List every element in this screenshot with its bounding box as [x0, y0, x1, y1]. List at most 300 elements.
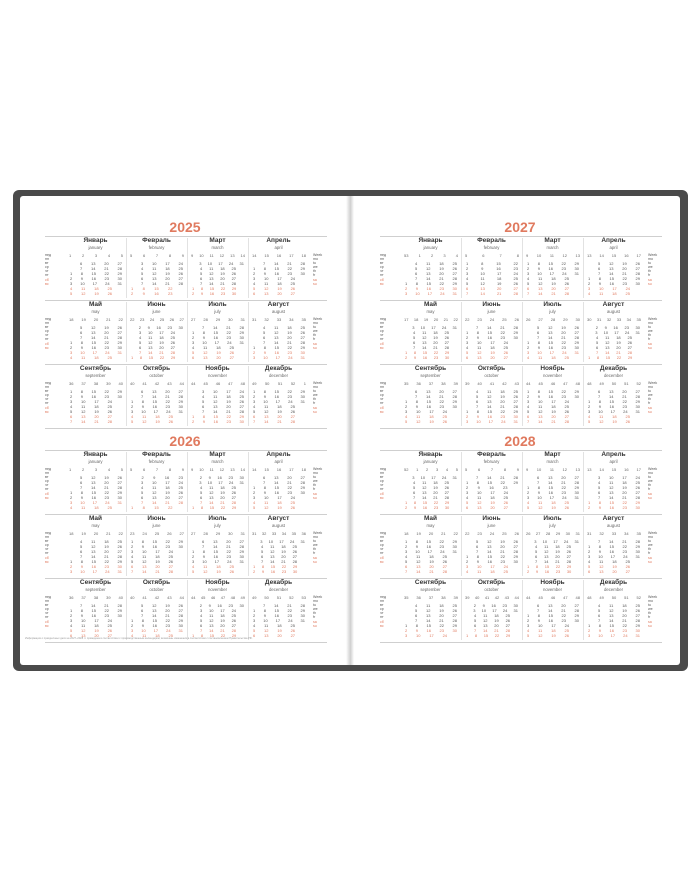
- month-may: [402, 514, 459, 576]
- month-name-en: august: [607, 309, 620, 314]
- week-numbers: 48 49 50 51 52: [587, 381, 641, 386]
- month-march: [524, 450, 581, 512]
- weekday-labels-en: Week mo tu we th fr sa su: [648, 317, 658, 350]
- day-grid: 6 13 20 27 7 14 21 28 1 8 15 22 29 2 9 16 23 30 3 10 17 24 4 11 18 25 5 12 19 26: [405, 389, 457, 424]
- month-october: [463, 578, 520, 640]
- month-name-ru: Май: [88, 301, 103, 308]
- month-name-ru: Ноябрь: [205, 365, 230, 372]
- month-name-ru: Январь: [418, 451, 443, 458]
- month-name-ru: Сентябрь: [79, 365, 112, 372]
- day-grid: 6 13 20 27 7 14 21 28 1 8 15 22 29 2 9 16 23 30 3 10 17 24 4 11 18 25 5 12 19 26: [253, 475, 305, 510]
- month-name-ru: Март: [544, 237, 561, 244]
- month-name-en: april: [274, 459, 283, 464]
- month-name-en: september: [420, 587, 441, 592]
- month-name-en: december: [603, 587, 624, 592]
- year-grid: [380, 450, 662, 638]
- month-name-ru: Декабрь: [264, 365, 293, 372]
- week-numbers: 39 40 41 42 43 44: [465, 595, 519, 600]
- week-numbers: 5 6 7 8 9: [465, 467, 519, 472]
- month-name-en: april: [609, 459, 618, 464]
- week-numbers: 39 40 41 42 43: [465, 381, 519, 386]
- month-divider: [461, 580, 462, 640]
- day-grid: 1 8 15 22 29 2 9 16 23 30 3 10 17 24 31 4 11 18 25 5 12 19 26 6 13 20 27 7 14 21 28: [405, 539, 457, 574]
- month-october: [128, 364, 185, 426]
- month-name-ru: Октябрь: [142, 579, 171, 586]
- weekday-labels-en: Week mo tu we th fr sa su: [313, 595, 323, 628]
- day-grid: 6 13 20 27 7 14 21 28 1 8 15 22 29 2 9 16 23 30 3 10 17 24 31 4 11 18 25 5 12 19 26: [192, 539, 244, 574]
- month-name-en: november: [207, 587, 228, 592]
- month-december: [585, 364, 642, 426]
- month-divider: [126, 366, 127, 426]
- week-numbers: 9 10 11 12 13 14: [191, 253, 245, 258]
- month-may: [402, 300, 459, 362]
- month-name-ru: Май: [423, 515, 438, 522]
- week-numbers: 44 45 46 47 48: [191, 381, 245, 386]
- day-grid: 6 13 20 27 7 14 21 28 1 8 15 22 29 2 9 16 23 30 3 10 17 24 4 11 18 25 5 12 19 26: [527, 603, 579, 638]
- month-name-en: february: [148, 459, 165, 464]
- day-grid: 3 10 17 24 4 11 18 25 5 12 19 26 6 13 20 27 7 14 21 28 1 8 15 22 2 9 16 23: [131, 261, 183, 296]
- day-grid: 5 12 19 26 6 13 20 27 7 14 21 28 1 8 15 22 29 2 9 16 23 30 3 10 17 24 31 4 11 18 25: [70, 325, 122, 360]
- month-name-ru: Август: [267, 515, 290, 522]
- week-numbers: 35 36 37 38 39: [404, 381, 458, 386]
- month-name-ru: Декабрь: [599, 579, 628, 586]
- day-grid: 1 8 15 22 29 2 9 16 23 30 3 10 17 24 4 11 18 25 5 12 19 26 6 13 20 27 7 14 21 28: [131, 539, 183, 574]
- month-name-en: february: [483, 245, 500, 250]
- weekday-labels-ru: нед пн вт ср чт пт сб вс: [380, 317, 387, 350]
- day-grid: 4 11 18 25 5 12 19 26 6 13 20 27 7 14 21 28 1 8 15 22 29 2 9 16 23 30 3 10 17 24: [405, 603, 457, 638]
- month-name-ru: Май: [88, 515, 103, 522]
- month-march: [189, 236, 246, 298]
- quarter-rule: [45, 428, 327, 429]
- week-numbers: 13 14 15 16 17: [587, 253, 641, 258]
- month-april: [585, 450, 642, 512]
- month-december: [250, 364, 307, 426]
- quarter-rule: [380, 642, 662, 643]
- month-divider: [126, 238, 127, 298]
- day-grid: 7 14 21 28 1 8 15 22 29 2 9 16 23 30 3 10 17 24 4 11 18 25 5 12 19 26 6 13 20 27: [253, 261, 305, 296]
- week-numbers: 18 19 20 21 22: [404, 531, 458, 536]
- month-name-en: april: [274, 245, 283, 250]
- month-march: [524, 236, 581, 298]
- month-december: [585, 578, 642, 640]
- month-divider: [248, 366, 249, 426]
- day-grid: 2 9 16 23 30 3 10 17 24 4 11 18 25 5 12 19 26 6 13 20 27 7 14 21 28 1 8 15 22 29: [192, 603, 244, 638]
- week-numbers: 48 49 50 51 52: [587, 595, 641, 600]
- month-june: [128, 300, 185, 362]
- month-january: [67, 236, 124, 298]
- month-name-ru: Ноябрь: [205, 579, 230, 586]
- weekday-labels-ru: нед пн вт ср чт пт сб вс: [45, 253, 52, 286]
- month-name-en: january: [423, 245, 438, 250]
- day-grid: 1 8 15 22 29 2 9 16 23 30 3 10 17 24 31 4 11 18 25 5 12 19 26 6 13 20 27 7 14 21 28: [527, 261, 579, 296]
- week-numbers: 13 14 15 16 17: [587, 467, 641, 472]
- weekday-labels-en: Week mo tu we th fr sa su: [313, 381, 323, 414]
- month-name-ru: Апрель: [266, 451, 291, 458]
- weekday-labels-ru: нед пн вт ср чт пт сб вс: [45, 381, 52, 414]
- month-october: [128, 578, 185, 640]
- month-divider: [583, 580, 584, 640]
- month-name-ru: Октябрь: [477, 365, 506, 372]
- week-numbers: 40 41 42 43 44: [130, 381, 184, 386]
- month-name-en: march: [546, 459, 559, 464]
- month-name-en: july: [214, 309, 221, 314]
- month-november: [189, 578, 246, 640]
- month-name-en: august: [272, 309, 285, 314]
- month-name-ru: Январь: [418, 237, 443, 244]
- month-name-en: december: [268, 373, 289, 378]
- month-april: [250, 450, 307, 512]
- day-grid: 4 11 18 25 5 12 19 26 6 13 20 27 7 14 21 28 1 8 15 22 29 2 9 16 23 30 3 10 17 24 31: [405, 261, 457, 296]
- week-numbers: 23 24 25 26 27: [130, 531, 184, 536]
- weekday-labels-en: Week mo tu we th fr sa su: [648, 595, 658, 628]
- month-name-en: september: [420, 373, 441, 378]
- month-name-en: november: [542, 373, 563, 378]
- month-name-ru: Январь: [83, 237, 108, 244]
- year-title: 2027: [504, 219, 536, 235]
- month-january: [402, 450, 459, 512]
- month-name-en: may: [426, 523, 435, 528]
- month-december: [250, 578, 307, 640]
- day-grid: 5 12 19 26 6 13 20 27 7 14 21 28 1 8 15 22 29 2 9 16 23 30 3 10 17 24 31 4 11 18 25: [131, 603, 183, 638]
- month-august: [250, 514, 307, 576]
- week-numbers: 9 10 11 12 13: [526, 467, 580, 472]
- week-numbers: 17 18 19 20 21 22: [404, 317, 458, 322]
- week-numbers: 14 15 16 17 18: [252, 253, 306, 258]
- month-name-en: december: [268, 587, 289, 592]
- month-name-ru: Февраль: [477, 451, 506, 458]
- month-name-en: march: [211, 459, 224, 464]
- month-june: [128, 514, 185, 576]
- day-grid: 3 10 17 24 31 4 11 18 25 5 12 19 26 6 13 20 27 7 14 21 28 1 8 15 22 29 2 9 16 23 30: [405, 325, 457, 360]
- weekday-labels-ru: нед пн вт ср чт пт сб вс: [380, 467, 387, 500]
- month-name-en: december: [603, 373, 624, 378]
- weekday-labels-ru: нед пн вт ср чт пт сб вс: [380, 381, 387, 414]
- day-grid: 6 13 20 27 7 14 21 28 1 8 15 22 29 2 9 16 23 30 3 10 17 24 31 4 11 18 25 5 12 19 26: [131, 389, 183, 424]
- day-grid: 6 13 20 27 7 14 21 28 1 8 15 22 29 2 9 16 23 30 3 10 17 24 31 4 11 18 25 5 12 19 26: [70, 261, 122, 296]
- month-name-ru: Май: [423, 301, 438, 308]
- week-numbers: 18 19 20 21 22: [69, 531, 123, 536]
- month-name-ru: Июнь: [482, 515, 501, 522]
- week-numbers: 40 41 42 43 44: [130, 595, 184, 600]
- month-name-ru: Июль: [208, 301, 227, 308]
- month-divider: [522, 366, 523, 426]
- week-numbers: 49 50 51 52 1: [252, 381, 306, 386]
- month-name-en: may: [426, 309, 435, 314]
- quarter-rule: [45, 642, 327, 643]
- month-divider: [248, 516, 249, 576]
- month-name-ru: Июнь: [147, 301, 166, 308]
- day-grid: 3 10 17 24 4 11 18 25 5 12 19 26 6 13 20 27 7 14 21 28 1 8 15 22 29 2 9 16 23 30: [192, 389, 244, 424]
- month-name-en: august: [272, 523, 285, 528]
- month-name-ru: Декабрь: [264, 579, 293, 586]
- month-divider: [583, 238, 584, 298]
- year-title: 2025: [169, 219, 201, 235]
- month-name-ru: Ноябрь: [540, 579, 565, 586]
- week-numbers: 14 15 16 17 18: [252, 467, 306, 472]
- month-name-ru: Октябрь: [477, 579, 506, 586]
- month-name-en: october: [484, 373, 499, 378]
- month-august: [250, 300, 307, 362]
- week-numbers: 36 37 38 39 40: [69, 381, 123, 386]
- month-divider: [187, 302, 188, 362]
- month-name-en: june: [152, 309, 161, 314]
- month-divider: [248, 580, 249, 640]
- month-october: [463, 364, 520, 426]
- month-divider: [461, 238, 462, 298]
- month-name-ru: Сентябрь: [414, 579, 447, 586]
- month-name-en: october: [149, 373, 164, 378]
- month-name-ru: Март: [544, 451, 561, 458]
- weekday-labels-ru: нед пн вт ср чт пт сб вс: [380, 595, 387, 628]
- month-name-ru: Июль: [543, 515, 562, 522]
- weekday-labels-en: Week mo tu we th fr sa su: [313, 531, 323, 564]
- week-numbers: 1 2 3 4 5: [69, 253, 123, 258]
- month-name-en: september: [85, 373, 106, 378]
- weekday-labels-ru: нед пн вт ср чт пт сб вс: [380, 531, 387, 564]
- day-grid: 7 14 21 28 1 8 15 22 29 2 9 16 23 30 3 10 17 24 31 4 11 18 25 5 12 19 26 6 13 20 27: [588, 539, 640, 574]
- month-july: [189, 300, 246, 362]
- day-grid: 5 12 19 26 6 13 20 27 7 14 21 28 1 8 15 22 29 2 9 16 23 30 3 10 17 24 31 4 11 18 25: [527, 325, 579, 360]
- day-grid: 7 14 21 28 1 8 15 22 29 2 9 16 23 30 3 10 17 24 31 4 11 18 25 5 12 19 26 6 13 20 27: [253, 603, 305, 638]
- week-numbers: 1 2 3 4 5: [69, 467, 123, 472]
- month-november: [524, 364, 581, 426]
- page-fold: [346, 196, 354, 665]
- month-may: [67, 514, 124, 576]
- month-divider: [126, 516, 127, 576]
- month-divider: [126, 302, 127, 362]
- weekday-labels-ru: нед пн вт ср чт пт сб вс: [45, 467, 52, 500]
- month-april: [585, 236, 642, 298]
- month-name-en: march: [211, 245, 224, 250]
- month-may: [67, 300, 124, 362]
- month-divider: [583, 302, 584, 362]
- month-name-ru: Февраль: [142, 451, 171, 458]
- day-grid: 4 11 18 25 5 12 19 26 6 13 20 27 7 14 21 28 1 8 15 22 29 2 9 16 23 30 3 10 17 24 31: [466, 389, 518, 424]
- month-name-en: november: [207, 373, 228, 378]
- month-name-en: march: [546, 245, 559, 250]
- day-grid: 1 8 15 22 2 9 16 23 3 10 17 24 4 11 18 25 5 12 19 26 6 13 20 27 7 14 21 28: [466, 261, 518, 296]
- month-name-en: july: [549, 523, 556, 528]
- week-numbers: 31 32 33 34 35: [587, 531, 641, 536]
- day-grid: 3 10 17 24 31 4 11 18 25 5 12 19 26 6 13 20 27 7 14 21 28 1 8 15 22 29 2 9 16 23 30: [192, 261, 244, 296]
- month-july: [189, 514, 246, 576]
- week-numbers: 36 37 38 39 40: [69, 595, 123, 600]
- month-february: [463, 450, 520, 512]
- month-july: [524, 514, 581, 576]
- month-september: [67, 578, 124, 640]
- week-numbers: 31 32 33 34 35 36: [252, 531, 306, 536]
- day-grid: 3 10 17 24 31 4 11 18 25 5 12 19 26 6 13 20 27 7 14 21 28 1 8 15 22 29 2 9 16 23 30: [527, 539, 579, 574]
- year-title: 2028: [504, 433, 536, 449]
- month-divider: [461, 452, 462, 512]
- week-numbers: 30 31 32 33 34 35: [587, 317, 641, 322]
- month-name-en: january: [88, 459, 103, 464]
- week-numbers: 5 6 7 8 9: [130, 253, 184, 258]
- week-numbers: 18 19 20 21 22: [69, 317, 123, 322]
- weekday-labels-ru: нед пн вт ср чт пт сб вс: [380, 253, 387, 286]
- weekday-labels-en: Week mo tu we th fr sa su: [648, 467, 658, 500]
- weekday-labels-en: Week mo tu we th fr sa su: [313, 317, 323, 350]
- day-grid: 6 13 20 27 7 14 21 28 1 8 15 22 29 2 9 16 23 30 3 10 17 24 31 4 11 18 25 5 12 19 26: [588, 389, 640, 424]
- month-name-ru: Июнь: [147, 515, 166, 522]
- month-name-ru: Апрель: [266, 237, 291, 244]
- month-divider: [583, 452, 584, 512]
- month-june: [463, 514, 520, 576]
- week-numbers: 44 45 46 47 48 49: [191, 595, 245, 600]
- weekday-labels-ru: нед пн вт ср чт пт сб вс: [45, 317, 52, 350]
- month-name-ru: Октябрь: [142, 365, 171, 372]
- month-name-ru: Апрель: [601, 451, 626, 458]
- month-divider: [461, 366, 462, 426]
- month-name-ru: Август: [602, 515, 625, 522]
- month-name-ru: Июль: [208, 515, 227, 522]
- week-numbers: 22 23 24 25 26 27: [130, 317, 184, 322]
- week-numbers: 5 6 7 8: [465, 253, 519, 258]
- year-grid: [380, 236, 662, 424]
- day-grid: 2 9 16 23 3 10 17 24 4 11 18 25 5 12 19 26 6 13 20 27 7 14 21 28 1 8 15 22: [131, 475, 183, 510]
- day-grid: 4 11 18 25 5 12 19 26 6 13 20 27 7 14 21 28 1 8 15 22 29 2 9 16 23 30 3 10 17 24 31: [588, 603, 640, 638]
- day-grid: 2 9 16 23 30 3 10 17 24 31 4 11 18 25 5 12 19 26 6 13 20 27 7 14 21 28 1 8 15 22 29: [192, 475, 244, 510]
- day-grid: 2 9 16 23 30 3 10 17 24 4 11 18 25 5 12 19 26 6 13 20 27 7 14 21 28 1 8 15 22 29: [131, 325, 183, 360]
- month-divider: [522, 452, 523, 512]
- week-numbers: 49 50 51 52 53: [252, 595, 306, 600]
- day-grid: 7 14 21 28 1 8 15 22 29 2 9 16 23 30 3 10 17 24 31 4 11 18 25 5 12 19 26 6 13 20 27: [192, 325, 244, 360]
- quarter-rule: [380, 428, 662, 429]
- day-grid: 5 12 19 26 6 13 20 27 7 14 21 28 1 8 15 22 29 2 9 16 23 30 3 10 17 24 4 11 18 25: [466, 539, 518, 574]
- month-august: [585, 300, 642, 362]
- month-name-ru: Июль: [543, 301, 562, 308]
- month-divider: [187, 516, 188, 576]
- month-divider: [187, 580, 188, 640]
- month-divider: [248, 238, 249, 298]
- month-september: [67, 364, 124, 426]
- month-name-ru: Январь: [83, 451, 108, 458]
- month-name-en: october: [149, 587, 164, 592]
- month-divider: [522, 302, 523, 362]
- month-name-en: may: [91, 309, 100, 314]
- month-name-ru: Март: [209, 451, 226, 458]
- week-numbers: 26 27 28 29 30: [526, 317, 580, 322]
- day-grid: 6 13 20 27 7 14 21 28 1 8 15 22 29 2 9 16 23 30 3 10 17 24 31 4 11 18 25 5 12 19 26: [527, 475, 579, 510]
- week-numbers: 27 28 29 30 31: [191, 317, 245, 322]
- month-august: [585, 514, 642, 576]
- month-name-en: october: [484, 587, 499, 592]
- footnote: Информация о праздничных днях на 2027–2028 гг. приведена в соответствии с производственным календарём; возможны изменения в соответствии с постановлением Правительства РФ.: [25, 637, 253, 640]
- day-grid: 1 8 15 22 29 2 9 16 23 30 3 10 17 24 4 11 18 25 5 12 19 26 6 13 20 27 7 14 21 28: [70, 389, 122, 424]
- week-numbers: 35 36 37 38 39: [404, 595, 458, 600]
- month-name-en: june: [487, 309, 496, 314]
- month-divider: [522, 516, 523, 576]
- weekday-labels-en: Week mo tu we th fr sa su: [648, 381, 658, 414]
- month-name-en: june: [487, 523, 496, 528]
- week-numbers: 31 32 33 34 35: [252, 317, 306, 322]
- weekday-labels-ru: нед пн вт ср чт пт сб вс: [45, 595, 52, 628]
- month-march: [189, 450, 246, 512]
- month-name-ru: Февраль: [477, 237, 506, 244]
- week-numbers: 22 23 24 25 26: [465, 531, 519, 536]
- month-divider: [248, 302, 249, 362]
- month-name-en: february: [483, 459, 500, 464]
- day-grid: 7 14 21 28 1 8 15 22 29 2 9 16 23 30 3 10 17 24 4 11 18 25 5 12 19 26 6 13 20 27: [466, 325, 518, 360]
- month-name-en: november: [542, 587, 563, 592]
- year-grid: [45, 236, 327, 424]
- month-november: [524, 578, 581, 640]
- month-september: [402, 364, 459, 426]
- day-grid: 7 14 21 28 1 8 15 22 29 2 9 16 23 30 3 10 17 24 4 11 18 25 5 12 19 26 6 13 20 27: [70, 603, 122, 638]
- day-grid: 5 12 19 26 6 13 20 27 7 14 21 28 1 8 15 22 29 2 9 16 23 30 3 10 17 24 4 11 18 25: [588, 261, 640, 296]
- month-name-en: september: [85, 587, 106, 592]
- month-name-ru: Март: [209, 237, 226, 244]
- month-divider: [522, 580, 523, 640]
- month-name-en: june: [152, 523, 161, 528]
- month-april: [250, 236, 307, 298]
- week-numbers: 9 10 11 12 13 14: [191, 467, 245, 472]
- day-grid: 3 10 17 24 31 4 11 18 25 5 12 19 26 6 13 20 27 7 14 21 28 1 8 15 22 29 2 9 16 23 30: [405, 475, 457, 510]
- weekday-labels-en: Week mo tu we th fr sa su: [648, 253, 658, 286]
- month-divider: [461, 516, 462, 576]
- day-grid: 3 10 17 24 4 11 18 25 5 12 19 26 6 13 20 27 7 14 21 28 1 8 15 22 29 2 9 16 23 30: [588, 475, 640, 510]
- month-divider: [461, 302, 462, 362]
- month-divider: [248, 452, 249, 512]
- month-name-en: april: [609, 245, 618, 250]
- month-name-ru: Август: [602, 301, 625, 308]
- day-grid: 7 14 21 28 1 8 15 22 29 2 9 16 23 3 10 17 24 4 11 18 25 5 12 19 26 6 13 20 27: [466, 475, 518, 510]
- month-february: [128, 450, 185, 512]
- day-grid: 5 12 19 26 6 13 20 27 7 14 21 28 1 8 15 22 29 2 9 16 23 30 3 10 17 24 31 4 11 18 25: [70, 475, 122, 510]
- week-numbers: 44 45 46 47 48: [526, 595, 580, 600]
- month-january: [402, 236, 459, 298]
- month-february: [463, 236, 520, 298]
- week-numbers: 5 6 7 8 9: [130, 467, 184, 472]
- year-grid: [45, 450, 327, 638]
- day-grid: 1 8 15 22 29 2 9 16 23 30 3 10 17 24 4 11 18 25 5 12 19 26 6 13 20 27 7 14 21 28: [527, 389, 579, 424]
- month-divider: [583, 366, 584, 426]
- month-name-en: january: [88, 245, 103, 250]
- month-february: [128, 236, 185, 298]
- week-numbers: 27 28 29 30 31: [191, 531, 245, 536]
- day-grid: 2 9 16 23 30 3 10 17 24 31 4 11 18 25 5 12 19 26 6 13 20 27 7 14 21 28 1 8 15 22 29: [466, 603, 518, 638]
- month-divider: [187, 238, 188, 298]
- month-september: [402, 578, 459, 640]
- weekday-labels-ru: нед пн вт ср чт пт сб вс: [45, 531, 52, 564]
- month-name-ru: Сентябрь: [414, 365, 447, 372]
- month-divider: [187, 452, 188, 512]
- weekday-labels-en: Week mo tu we th fr sa su: [313, 467, 323, 500]
- month-name-ru: Июнь: [482, 301, 501, 308]
- weekday-labels-en: Week mo tu we th fr sa su: [648, 531, 658, 564]
- month-divider: [187, 366, 188, 426]
- month-name-en: august: [607, 523, 620, 528]
- week-numbers: 44 45 46 47 48: [526, 381, 580, 386]
- month-name-ru: Декабрь: [599, 365, 628, 372]
- month-name-ru: Август: [267, 301, 290, 308]
- month-june: [463, 300, 520, 362]
- day-grid: 2 9 16 23 30 3 10 17 24 31 4 11 18 25 5 12 19 26 6 13 20 27 7 14 21 28 1 8 15 22 29: [588, 325, 640, 360]
- weekday-labels-en: Week mo tu we th fr sa su: [313, 253, 323, 286]
- month-november: [189, 364, 246, 426]
- month-name-en: january: [423, 459, 438, 464]
- week-numbers: 9 10 11 12 13: [526, 253, 580, 258]
- month-name-ru: Ноябрь: [540, 365, 565, 372]
- month-name-en: july: [549, 309, 556, 314]
- month-name-en: may: [91, 523, 100, 528]
- month-name-ru: Апрель: [601, 237, 626, 244]
- day-grid: 4 11 18 25 5 12 19 26 6 13 20 27 7 14 21 28 1 8 15 22 29 2 9 16 23 30 3 10 17 24 31: [253, 325, 305, 360]
- month-name-ru: Сентябрь: [79, 579, 112, 586]
- month-january: [67, 450, 124, 512]
- month-july: [524, 300, 581, 362]
- month-name-ru: Февраль: [142, 237, 171, 244]
